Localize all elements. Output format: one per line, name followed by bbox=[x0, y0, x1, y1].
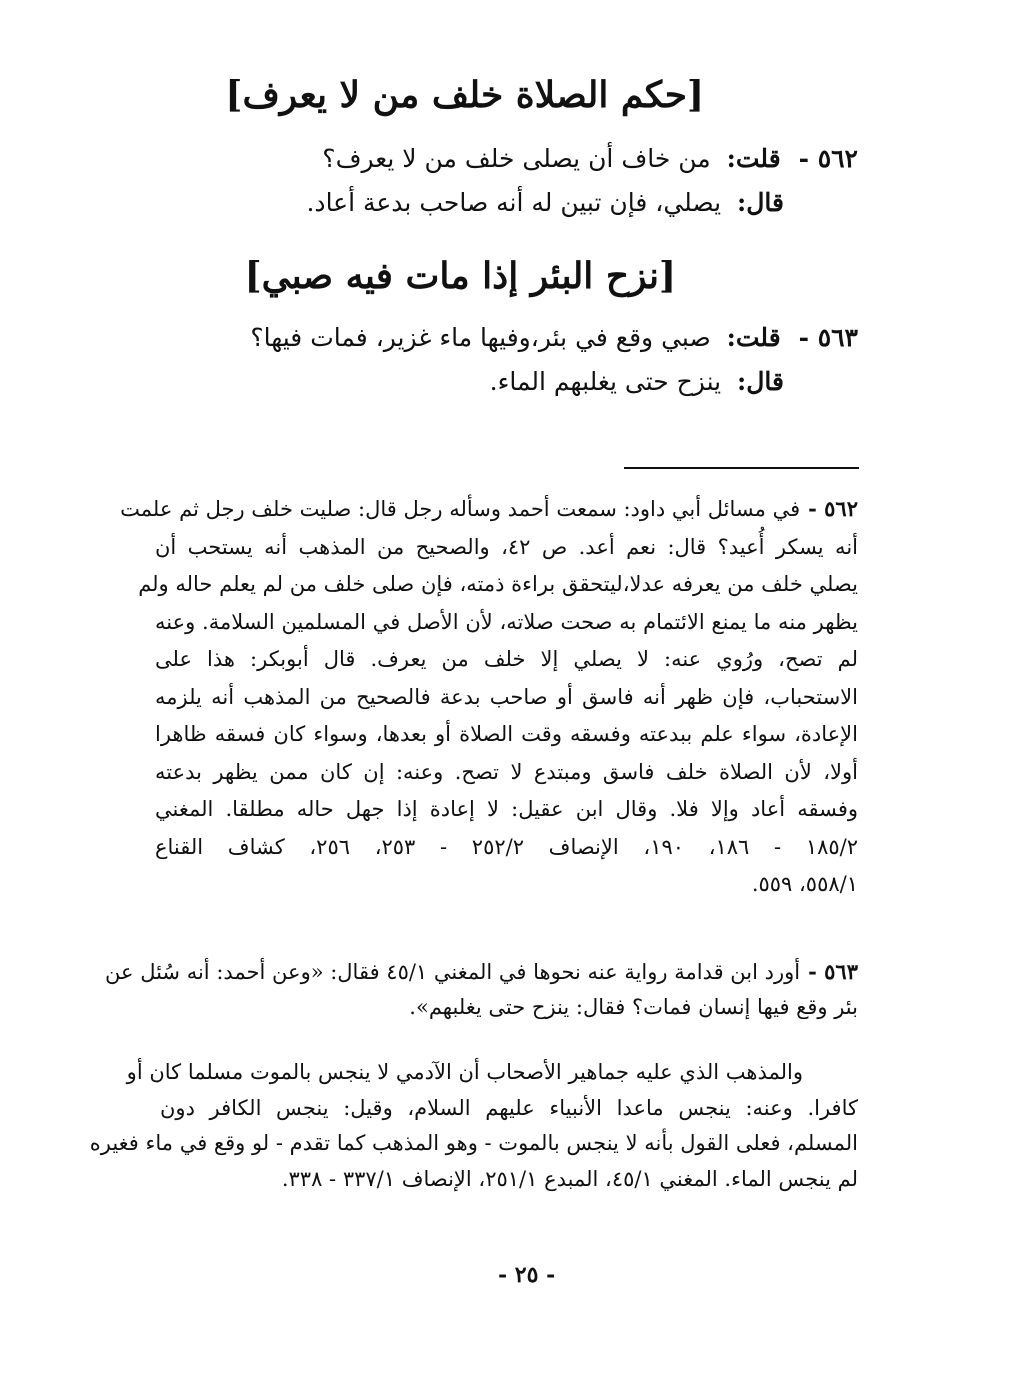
entry-562-number: ٥٦٢ - bbox=[798, 144, 858, 173]
footnote-563-continuation-line: والمذهب الذي عليه جماهير الأصحاب أن الآدمي لا ينجس بالموت مسلما كان أو bbox=[126, 1060, 803, 1084]
footnote-563-number: ٥٦٣ - bbox=[808, 959, 858, 984]
entry-563-answer-line bbox=[490, 367, 784, 396]
footnote-562-line: ١٨٥/٢ - ١٨٦، ١٩٠، الإنصاف ٢٥٢/٢ - ٢٥٣، ٢٥٦، كشاف القناع bbox=[155, 834, 859, 859]
footnote-563-continuation bbox=[89, 1055, 858, 1197]
footnote-563-continuation-line: كافرا. وعنه: ينجس ماعدا الأنبياء عليهم السلام، وقيل: ينجس الكافر دون bbox=[160, 1095, 858, 1120]
entry-562-question-text: من خاف أن يصلى خلف من لا يعرف؟ bbox=[322, 144, 711, 173]
entry-562-answer-text: يصلي، فإن تبين له أنه صاحب بدعة أعاد. bbox=[306, 188, 722, 217]
entry-563-number: ٥٦٣ - bbox=[798, 323, 858, 352]
section-heading-prayer-behind-unknown: [حكم الصلاة خلف من لا يعرف] bbox=[225, 74, 704, 116]
footnote-563-line: ٥٦٣ -أورد ابن قدامة رواية عنه نحوها في المغني ٤٥/١ فقال: «وعن أحمد: أنه سُئل عن bbox=[105, 959, 858, 984]
footnote-562-line: ٥٦٢ -في مسائل أبي داود: سمعت أحمد وسأله رجل قال: صليت خلف رجل ثم علمت bbox=[120, 496, 858, 521]
footnote-562-line: يصلي خلف من يعرفه عدلا،ليتحقق براءة ذمته، فإن صلى خلف من لم يعلم حاله ولم bbox=[138, 572, 858, 596]
entry-563-question-line bbox=[250, 323, 858, 352]
footnote-562 bbox=[120, 490, 859, 904]
page-number: - ٢٥ - bbox=[498, 1262, 556, 1288]
entry-562-answer-label: قال: bbox=[737, 188, 784, 217]
entry-563-question-label: قلت: bbox=[726, 323, 781, 352]
footnote-562-line: وفسقه أعاد وإلا فلا. وقال ابن عقيل: لا إعادة إذا جهل حاله مطلقا. المغني bbox=[155, 797, 858, 821]
footnote-563 bbox=[105, 954, 858, 1025]
footnote-562-line: أولا، لأن الصلاة خلف فاسق ومبتدع لا تصح. وعنه: إن كان ممن يظهر بدعته bbox=[155, 759, 858, 784]
entry-563-question-text: صبي وقع في بئر،وفيها ماء غزير، فمات فيها؟ bbox=[250, 323, 711, 352]
footnote-separator-rule bbox=[624, 467, 859, 469]
entry-562-question-label: قلت: bbox=[726, 144, 781, 173]
footnote-562-line: أنه يسكر أُعيد؟ قال: نعم أعد. ص ٤٢، والصحيح من المذهب أنه يستحب أن bbox=[155, 534, 858, 559]
entry-563-answer-label: قال: bbox=[737, 367, 784, 396]
footnote-563-line: بئر وقع فيها إنسان فمات؟ فقال: ينزح حتى يغلبهم». bbox=[409, 995, 858, 1019]
entry-562-answer-line bbox=[306, 188, 784, 217]
footnote-563-continuation-line: لم ينجس الماء. المغني ٤٥/١، المبدع ٢٥١/١، الإنصاف ٣٣٧/١ - ٣٣٨. bbox=[281, 1166, 858, 1191]
section-heading-draining-well: [نزح البئر إذا مات فيه صبي] bbox=[244, 255, 676, 297]
footnote-562-number: ٥٦٢ - bbox=[808, 496, 858, 521]
footnote-563-continuation-line: المسلم، فعلى القول بأنه لا ينجس بالموت - وهو المذهب كما تقدم - لو وقع في ماء فغيره bbox=[89, 1131, 858, 1155]
entry-563-answer-text: ينزح حتى يغلبهم الماء. bbox=[489, 367, 722, 396]
footnote-562-line: يظهر منه ما يمنع الائتمام به صحت صلاته، لأن الأصل في المسلمين السلامة. وعنه bbox=[155, 609, 858, 634]
entry-562-question-line bbox=[322, 144, 858, 173]
footnote-562-line: الإعادة، سواء علم ببدعته وفسقه وقت الصلاة أو بعدها، وسواء كان فسقه ظاهرا bbox=[155, 722, 858, 746]
footnote-562-line: ٥٥٨/١، ٥٥٩. bbox=[751, 872, 858, 896]
footnote-562-line: الاستحباب، فإن ظهر أنه فاسق أو صاحب بدعة فالصحيح من المذهب أنه يلزمه bbox=[155, 684, 858, 709]
footnote-562-line: لم تصح، ورُوي عنه: لا يصلي إلا خلف من يعرف. قال أبوبكر: هذا على bbox=[155, 647, 858, 671]
